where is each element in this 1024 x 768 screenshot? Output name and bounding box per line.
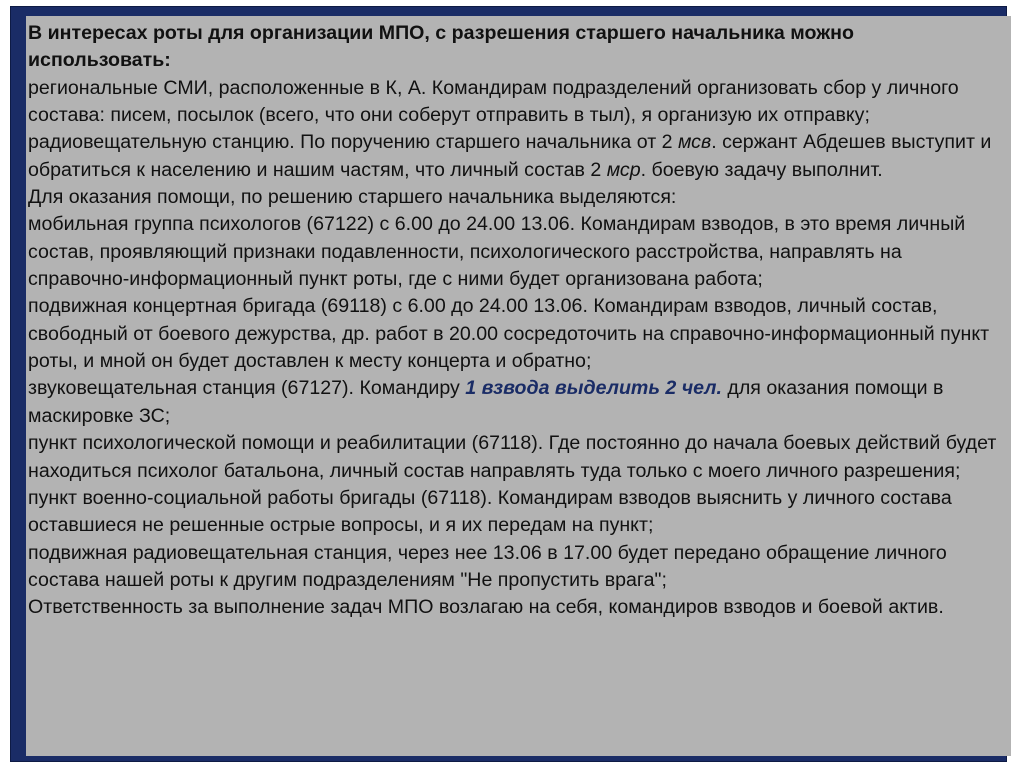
text-run: радиовещательную станцию. По поручению старшего начальника от 2 — [28, 131, 678, 154]
paragraph-psychologists-group: мобильная группа психологов (67122) с 6.00 до 24.00 13.06. Командирам взводов, в это время личный состав, проявляющий признаки подавленности, психологического расстройства, направлять на справочно-информационный пункт роты, где с ними будет организована работа; — [28, 213, 966, 291]
paragraph-sound-station — [28, 375, 999, 430]
slide-title: В интересах роты для организации МПО, с разрешения старшего начальника можно использовать: — [28, 22, 854, 72]
paragraph-mobile-radio-station: подвижная радиовещательная станция, через нее 13.06 в 17.00 будет передано обращение личного состава нашей роты к другим подразделениям "Не пропустить врага"; — [28, 541, 947, 591]
paragraph-concert-brigade: подвижная концертная бригада (69118) с 6.00 до 24.00 13.06. Командирам взводов, личный состав, свободный от боевого дежурства, др. работ в 20.00 сосредоточить на справочно-информационный пункт роты, и мной он будет доставлен к месту концерта и обратно; — [28, 295, 990, 373]
slide-text-area — [26, 16, 1011, 756]
text-run: для оказания помощи в маскировке ЗС; — [28, 377, 944, 427]
abbr-msr: мср — [606, 158, 641, 181]
paragraph-psych-support-point: пункт психологической помощи и реабилитации (67118). Где постоянно до начала боевых действий будет находиться психолог батальона, личный состав направлять туда только с моего личного разрешения; — [28, 432, 997, 482]
paragraph-responsibility: Ответственность за выполнение задач МПО возлагаю на себя, командиров взводов и боевой актив. — [28, 596, 944, 619]
text-run: звуковещательная станция (67127). Командиру — [28, 377, 466, 400]
highlight-platoon-allocation: 1 взвода выделить 2 чел. — [465, 377, 722, 400]
paragraph-social-work-point: пункт военно-социальной работы бригады (67118). Командирам взводов выяснить у личного состава оставшиеся не решенные острые вопросы, и я их передам на пункт; — [28, 486, 952, 537]
paragraph-regional-media: региональные СМИ, расположенные в К, А. Командирам подразделений организовать сбор у личного состава: писем, посылок (всего, что они соберут отправить в тыл), я организую их отправку; — [28, 76, 959, 127]
paragraph-radio-station — [28, 129, 999, 184]
paragraph-assistance-intro: Для оказания помощи, по решению старшего начальника выделяются: — [28, 186, 677, 209]
abbr-msv: мсв — [677, 131, 712, 154]
text-run: . сержант Абдешев выступит и обратиться к населению и нашим частям, что личный состав 2 — [28, 131, 992, 181]
text-run: . боевую задачу выполнит. — [640, 158, 883, 181]
